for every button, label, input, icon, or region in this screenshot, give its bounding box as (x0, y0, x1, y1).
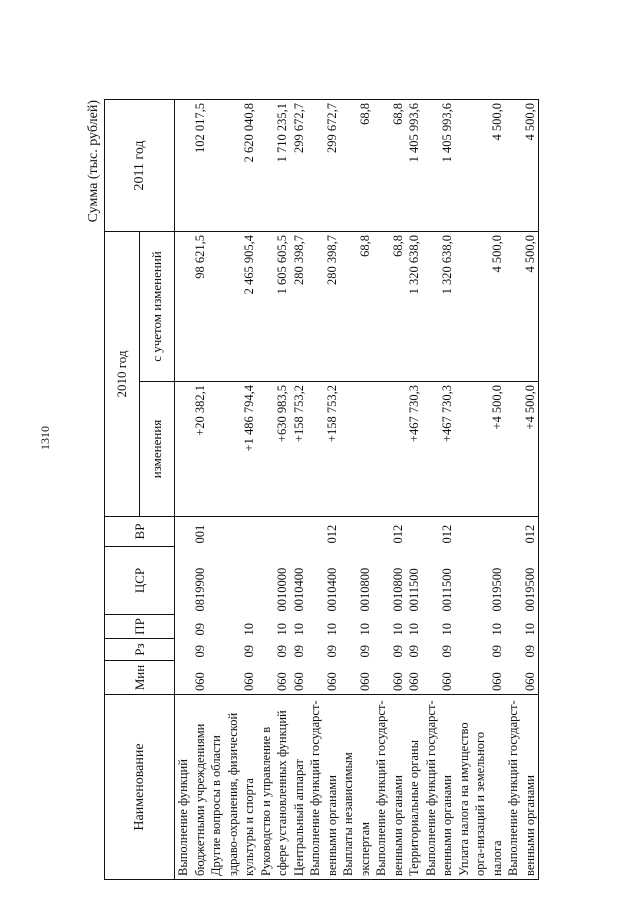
table-row (340, 100, 373, 880)
row-min: 060 (324, 672, 339, 691)
row-pr: 10 (505, 615, 539, 639)
row-2011: 1 405 993,6 (406, 100, 423, 232)
table-row (406, 100, 423, 880)
row-rz: 09 (489, 645, 504, 658)
row-2011: 4 500,0 (505, 100, 539, 232)
row-rz: 09 (390, 645, 405, 658)
row-name: Выполнение функций государст-венными органами (505, 695, 539, 880)
row-with-changes: 68,8 (373, 232, 406, 382)
row-rz: 09 (357, 645, 372, 658)
row-change: +4 500,0 (456, 382, 506, 517)
row-with-changes: 280 398,7 (307, 232, 340, 382)
row-csr: 0010000 (275, 567, 289, 612)
row-name: Выплаты независимым экспертам (340, 695, 373, 880)
row-rz: 09 (192, 645, 207, 658)
table-row (175, 100, 209, 880)
table-row (423, 100, 456, 880)
row-with-changes: 68,8 (340, 232, 373, 382)
row-min: 060 (357, 672, 372, 691)
table-row (208, 100, 258, 880)
row-change: +1 486 794,4 (208, 382, 258, 517)
row-vr: 001 (192, 524, 207, 544)
table-row (456, 100, 506, 880)
row-pr: 10 (407, 623, 421, 636)
row-csr: 0010400 (291, 567, 306, 612)
row-min: 060 (407, 672, 421, 691)
row-pr: 10 (275, 623, 289, 636)
row-csr: 0010800 (390, 567, 405, 612)
table-row (373, 100, 406, 880)
row-csr: 0019500 (489, 567, 504, 612)
row-name: Другие вопросы в области здраво-охранения, физической культуры и спорта (208, 695, 258, 880)
row-min: 060 (242, 672, 256, 691)
row-with-changes: 98 621,5 (175, 232, 209, 382)
row-vr: 012 (440, 524, 454, 544)
row-min: 060 (390, 672, 405, 691)
row-change: +467 730,3 (406, 382, 423, 517)
row-name: Выполнение функций государст-венными органами (423, 695, 456, 880)
row-change: +630 983,5 (258, 382, 291, 517)
budget-table (104, 99, 539, 880)
row-rz: 09 (407, 645, 421, 658)
row-with-changes: 1 320 638,0 (423, 232, 456, 382)
row-rz: 09 (242, 645, 256, 658)
row-pr: 10 (390, 623, 405, 636)
row-rz: 09 (324, 645, 339, 658)
row-csr: 0010800 (357, 567, 372, 612)
row-min: 060 (192, 672, 207, 691)
row-csr: 0011500 (440, 568, 454, 612)
header-vr: ВР (105, 517, 175, 547)
row-pr: 10 (489, 623, 504, 636)
row-name: Руководство и управление в сфере установленных функций (258, 695, 291, 880)
row-csr: 0019500 (505, 547, 539, 615)
header-csr: ЦСР (105, 547, 175, 615)
row-2011: 4 500,0 (456, 100, 506, 232)
header-with-changes: с учетом изменений (140, 232, 175, 382)
row-with-changes: 1 320 638,0 (406, 232, 423, 382)
row-name: Центральный аппарат (291, 695, 308, 880)
row-2011: 1 710 235,1 (258, 100, 291, 232)
row-name: Выполнение функций государст-венными органами (373, 695, 406, 880)
row-2011: 68,8 (340, 100, 373, 232)
row-with-changes: 4 500,0 (456, 232, 506, 382)
row-name: Территориальные органы (406, 695, 423, 880)
row-vr (208, 517, 258, 547)
row-change (373, 382, 406, 517)
row-vr (456, 517, 506, 547)
row-pr: 10 (242, 623, 256, 636)
row-with-changes: 4 500,0 (505, 232, 539, 382)
row-change: +20 382,1 (175, 382, 209, 517)
row-change: +467 730,3 (423, 382, 456, 517)
row-pr: 10 (440, 623, 454, 636)
row-2011: 299 672,7 (307, 100, 340, 232)
row-csr: 0010400 (324, 567, 339, 612)
row-rz: 09 (275, 645, 289, 658)
header-name: Наименование (105, 695, 175, 880)
row-name: Выполнение функций государст-венными органами (307, 695, 340, 880)
row-with-changes: 1 605 605,5 (258, 232, 291, 382)
table-row (291, 100, 308, 880)
row-change (340, 382, 373, 517)
row-min: 060 (275, 672, 289, 691)
row-min: 060 (291, 672, 306, 691)
row-pr: 10 (324, 623, 339, 636)
row-rz: 09 (440, 645, 454, 658)
row-with-changes: 2 465 905,4 (208, 232, 258, 382)
page-number: 1310 (38, 426, 52, 450)
header-min: Мин (105, 661, 175, 695)
row-vr: 012 (505, 517, 539, 547)
header-rz: Рз (105, 639, 175, 661)
row-pr: 09 (192, 623, 207, 636)
row-min: 060 (489, 672, 504, 691)
units-note: Сумма (тыс. рублей) (86, 100, 101, 223)
row-min: 060 (505, 661, 539, 695)
row-vr (340, 517, 373, 547)
row-name: Выполнение функций бюджетными учреждениями (175, 695, 209, 880)
row-2011: 299 672,7 (291, 100, 308, 232)
row-csr (208, 547, 258, 615)
row-csr: 0011500 (407, 568, 421, 612)
header-year-2011: 2011 год (105, 100, 175, 232)
row-change: +4 500,0 (505, 382, 539, 517)
header-pr: ПР (105, 615, 175, 639)
row-with-changes: 280 398,7 (291, 232, 308, 382)
row-vr: 012 (324, 524, 339, 544)
row-vr (291, 517, 308, 547)
row-csr: 0819900 (192, 567, 207, 612)
row-name: Уплата налога на имущество орга-низаций и земельного налога (456, 695, 506, 880)
header-changes: изменения (140, 382, 175, 517)
table-row (505, 100, 539, 880)
row-vr: 012 (390, 524, 405, 544)
row-min: 060 (440, 672, 454, 691)
row-rz: 09 (505, 639, 539, 661)
row-2011: 1 405 993,6 (423, 100, 456, 232)
header-year-2010: 2010 год (105, 232, 140, 517)
row-vr (258, 517, 291, 547)
row-pr: 10 (291, 623, 306, 636)
row-pr: 10 (357, 623, 372, 636)
row-rz: 09 (291, 645, 306, 658)
table-row (258, 100, 291, 880)
rotated-page (84, 100, 544, 880)
row-2011: 68,8 (373, 100, 406, 232)
row-vr (406, 517, 423, 547)
row-2011: 2 620 040,8 (208, 100, 258, 232)
row-2011: 102 017,5 (175, 100, 209, 232)
row-change: +158 753,2 (307, 382, 340, 517)
table-row (307, 100, 340, 880)
row-change: +158 753,2 (291, 382, 308, 517)
